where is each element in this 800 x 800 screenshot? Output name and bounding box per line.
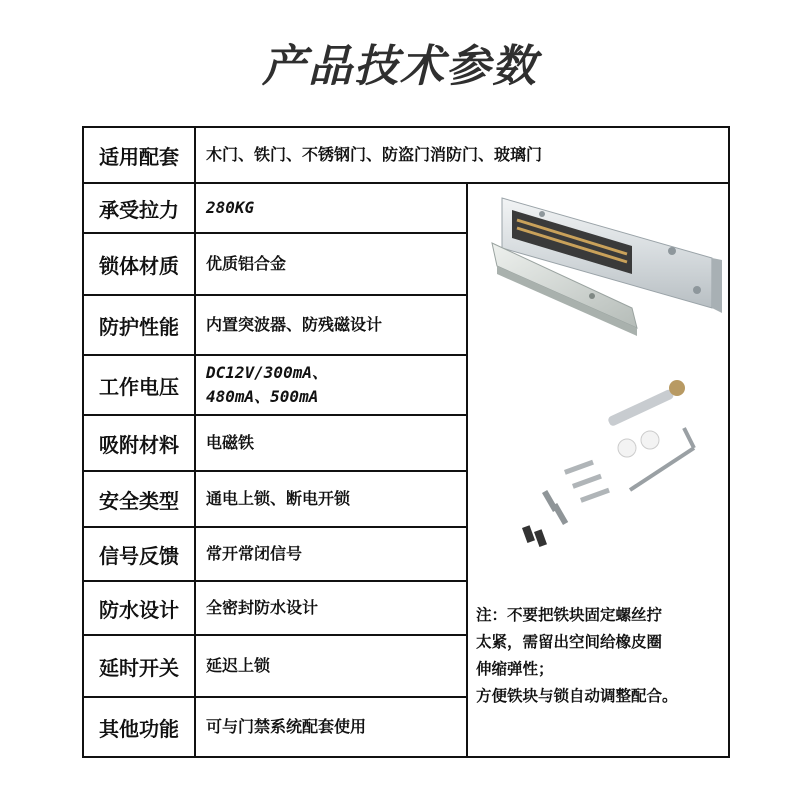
note-line-2: 太紧，需留出空间给橡皮圈: [476, 633, 663, 651]
label-pull-force: 承受拉力: [99, 197, 179, 222]
note-line-4: 方便铁块与锁自动调整配合。: [476, 687, 678, 705]
value-voltage-line2: 480mA、500mA: [206, 387, 319, 406]
magnetic-lock-body: [502, 198, 722, 313]
label-material: 锁体材质: [99, 253, 179, 278]
value-delay: 延迟上锁: [206, 656, 271, 675]
value-waterproof: 全密封防水设计: [206, 598, 319, 617]
value-signal: 常开常闭信号: [206, 544, 303, 563]
label-signal: 信号反馈: [99, 543, 179, 568]
label-applicable: 适用配套: [99, 144, 179, 169]
label-adsorption: 吸附材料: [99, 432, 179, 457]
column-divider: [466, 182, 468, 756]
value-safety-type: 通电上锁、断电开锁: [206, 489, 351, 508]
value-material: 优质铝合金: [206, 254, 287, 273]
label-safety-type: 安全类型: [99, 488, 179, 513]
value-voltage-line1: DC12V/300mA、: [206, 363, 328, 382]
value-voltage: [206, 356, 456, 414]
note-line-1: 注：不要把铁块固定螺丝拧: [476, 606, 663, 624]
note-line-3: 伸缩弹性；: [476, 660, 554, 678]
page-title: 产品技术参数: [262, 41, 538, 92]
label-voltage-text: 工作电压: [99, 374, 179, 399]
installation-note: [476, 602, 726, 710]
value-applicable: 木门、铁门、不锈钢门、防盗门消防门、玻璃门: [206, 145, 543, 164]
label-voltage: [84, 356, 194, 414]
value-other: 可与门禁系统配套使用: [206, 717, 367, 736]
label-other: 其他功能: [99, 716, 179, 741]
label-waterproof: 防水设计: [99, 597, 179, 622]
spec-table: [82, 126, 730, 758]
product-image: [472, 188, 722, 548]
value-adsorption: 电磁铁: [206, 433, 255, 452]
label-protection: 防护性能: [99, 314, 179, 339]
value-protection: 内置突波器、防残磁设计: [206, 315, 383, 334]
value-pull-force: 280KG: [206, 198, 255, 217]
column-divider: [194, 128, 196, 756]
label-delay: 延时开关: [99, 655, 179, 680]
screws-accessories: [522, 380, 694, 547]
